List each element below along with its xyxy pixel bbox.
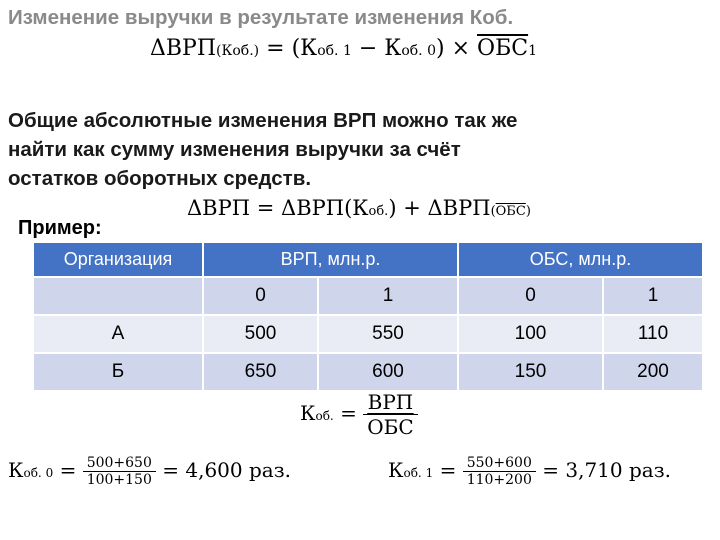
revenue-change-formula: [150, 36, 590, 78]
table-cell: 500: [203, 315, 318, 353]
table-row: [33, 315, 703, 353]
formula-minus: −: [358, 36, 378, 61]
table-cell: 100: [458, 315, 603, 353]
formula-k1-sub: об. 1: [317, 43, 352, 59]
fraction-denominator: 110+200: [466, 472, 532, 488]
formula-k-sub: об.: [315, 409, 334, 423]
subheader-empty: [33, 277, 203, 315]
formula-k0: К: [384, 36, 402, 61]
formula-lhs: ΔВРП: [187, 196, 251, 220]
formula-k-sub: об. 0: [23, 466, 54, 480]
turnover-ratio-period0-formula: [8, 455, 348, 505]
example-label: Пример:: [18, 217, 102, 239]
subheader-period: 1: [318, 277, 458, 315]
table-cell: Б: [33, 353, 203, 391]
formula-k-sub: об. 1: [403, 466, 434, 480]
formula-eq: =: [162, 458, 179, 482]
formula-paren-open: (: [291, 36, 301, 61]
explanation-paragraph: [8, 106, 713, 193]
subheader-period: 0: [458, 277, 603, 315]
turnover-ratio-formula: [300, 390, 430, 450]
formula-result: 3,710 раз.: [565, 458, 671, 482]
table-cell: А: [33, 315, 203, 353]
table-cell: 110: [603, 315, 703, 353]
formula-fraction: [463, 455, 536, 488]
formula-obs-sub: 1: [528, 43, 537, 59]
paragraph-line: Общие абсолютные изменения ВРП можно так же: [8, 109, 518, 132]
formula-k: К: [388, 458, 404, 482]
paragraph-line: остатков оборотных средств.: [8, 167, 312, 190]
header-obs: ОБС, млн.р.: [458, 242, 703, 277]
table-cell: 150: [458, 353, 603, 391]
formula-fraction: [83, 455, 156, 488]
formula-k1: К: [300, 36, 318, 61]
table-cell: 550: [318, 315, 458, 353]
subheader-period: 1: [603, 277, 703, 315]
fraction-numerator: 500+650: [83, 455, 156, 472]
turnover-ratio-period1-formula: [388, 455, 718, 505]
fraction-denominator: ОБС: [367, 415, 414, 439]
table-cell: 650: [203, 353, 318, 391]
formula-term2-sub-open: (: [490, 204, 496, 219]
formula-eq: =: [340, 401, 357, 425]
formula-term2: ΔВРП: [427, 196, 491, 220]
fraction-numerator: 550+600: [463, 455, 536, 472]
formula-lhs: ΔВРП: [150, 36, 217, 61]
formula-term1-sub: об.: [368, 204, 389, 219]
formula-term2-sub-close: ): [525, 204, 531, 219]
formula-eq: =: [439, 458, 457, 482]
total-change-formula: [187, 196, 607, 230]
fraction-numerator: ВРП: [363, 390, 417, 415]
formula-eq: =: [256, 196, 275, 220]
formula-plus: +: [403, 196, 421, 220]
header-organization: Организация: [33, 242, 203, 277]
formula-term1-close: ): [388, 196, 397, 220]
table-header-row: [33, 242, 703, 277]
table-subheader-row: [33, 277, 703, 315]
formula-eq: =: [59, 458, 77, 482]
formula-paren-close: ): [436, 36, 445, 61]
formula-k: К: [300, 401, 316, 425]
formula-k0-sub: об. 0: [401, 43, 436, 59]
example-data-table: [32, 241, 704, 392]
formula-term1: ΔВРП(К: [281, 196, 369, 220]
formula-obs: ОБС: [477, 36, 529, 61]
formula-result: 4,600 раз.: [185, 458, 291, 482]
subheader-period: 0: [203, 277, 318, 315]
paragraph-line: найти как сумму изменения выручки за счёт: [8, 138, 461, 161]
formula-eq: =: [266, 36, 285, 61]
header-vrp: ВРП, млн.р.: [203, 242, 458, 277]
formula-k: К: [8, 458, 24, 482]
table-row: [33, 353, 703, 391]
slide-title: Изменение выручки в результате изменения Коб.: [8, 6, 514, 29]
formula-lhs-sub: (Коб.): [216, 43, 260, 59]
fraction-denominator: 100+150: [86, 472, 152, 488]
formula-term2-sub: ОБС: [495, 204, 526, 219]
formula-times: ×: [451, 36, 471, 61]
formula-eq: =: [542, 458, 559, 482]
formula-fraction: [363, 390, 417, 439]
table-cell: 600: [318, 353, 458, 391]
table-cell: 200: [603, 353, 703, 391]
